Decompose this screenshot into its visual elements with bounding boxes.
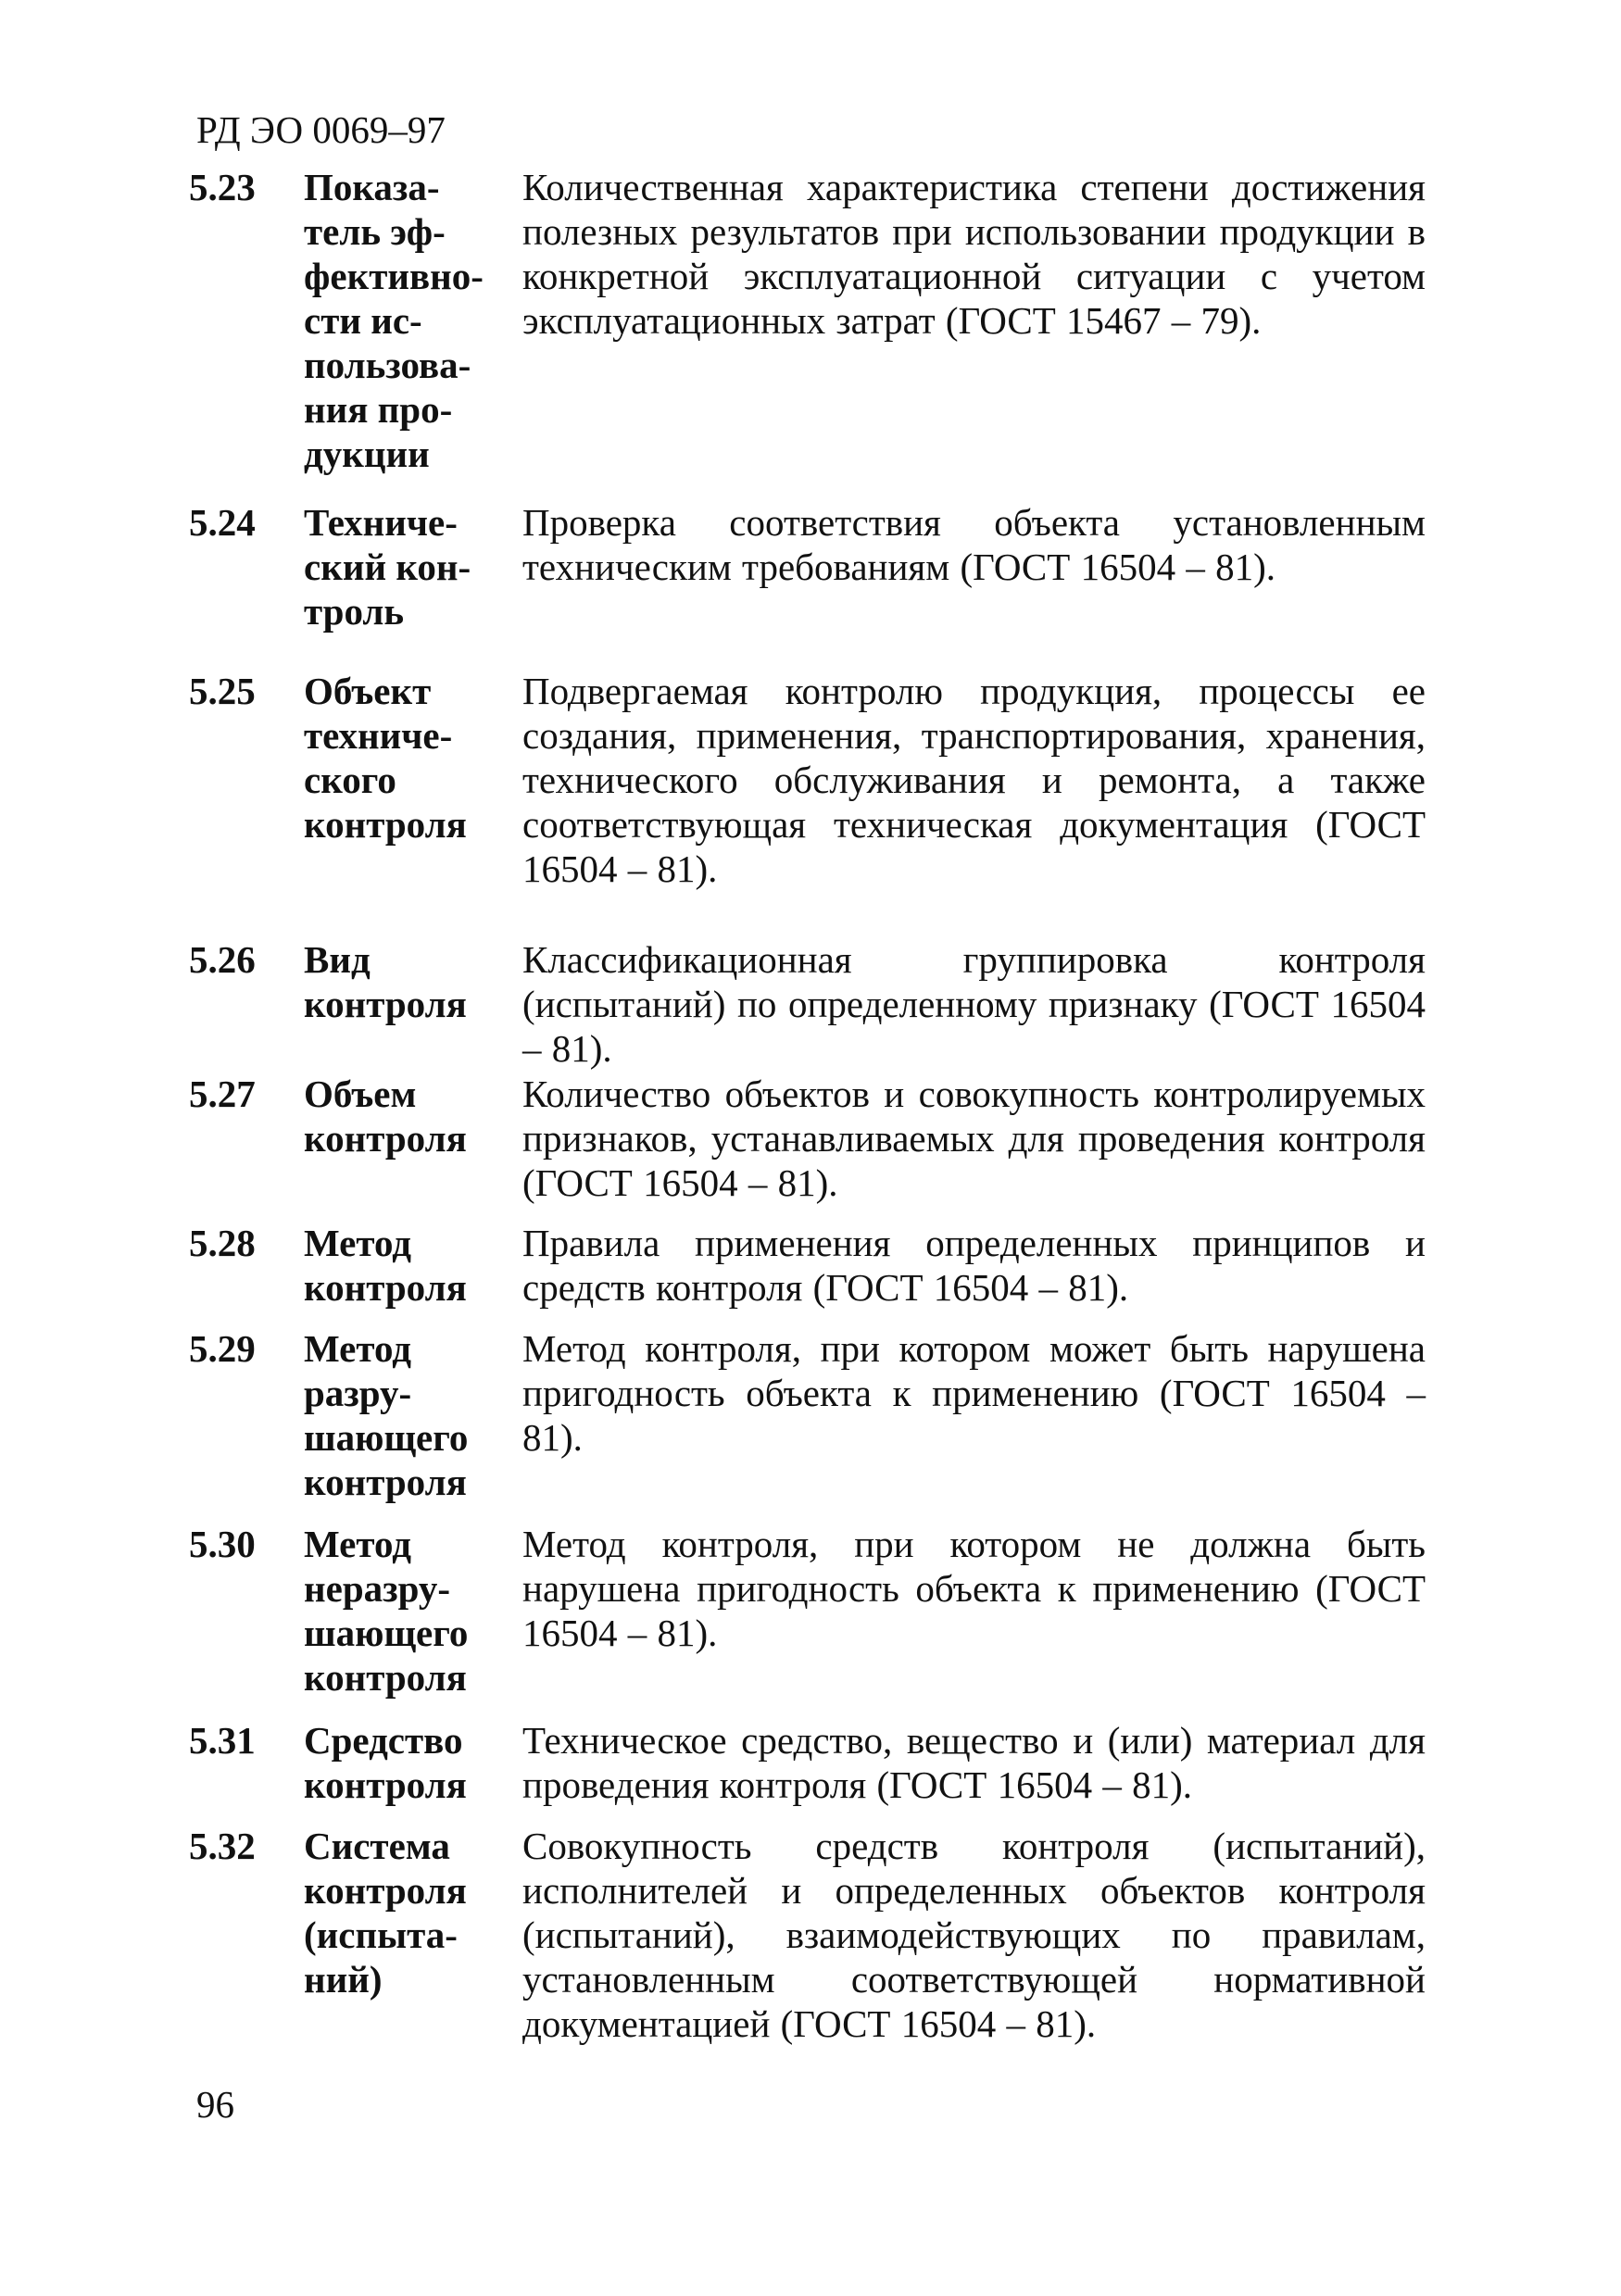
entry-definition: Количественная характеристика степени достижения полезных результатов при использовании продукции в конкретной эксплуатационной ситуации с учетом эксплуатационных затрат (ГОСТ 15467 – 79). <box>522 166 1426 342</box>
entry-number: 5.31 <box>189 1719 256 1762</box>
entry-term: Объем контроля <box>304 1073 467 1160</box>
entry-number: 5.24 <box>189 501 256 544</box>
entry-term: Метод неразру- шающего контроля <box>304 1523 469 1699</box>
entry-definition: Техническое средство, вещество и (или) материал для проведения контроля (ГОСТ 16504 – 81). <box>522 1719 1426 1806</box>
entry-number: 5.25 <box>189 670 256 712</box>
entry-definition: Совокупность средств контроля (испытаний), исполнителей и определенных объектов контроля (испытаний), взаимодействующих по правилам, установленным соответствующей нормативной документацией (ГОСТ 16504 – 81). <box>522 1825 1426 2045</box>
entry-number: 5.32 <box>189 1825 256 1867</box>
entry-definition: Классификационная группировка контроля (испытаний) по определенному признаку (ГОСТ 16504 – 81). <box>522 938 1426 1070</box>
document-code-header: РД ЭО 0069–97 <box>196 108 446 151</box>
entry-number: 5.27 <box>189 1073 256 1115</box>
entry-number: 5.23 <box>189 166 256 208</box>
entry-definition: Подвергаемая контролю продукция, процессы ее создания, применения, транспортирования, хранения, технического обслуживания и ремонта, а также соответствующая техническая документация (ГОСТ 16504 – 81). <box>522 670 1426 890</box>
entry-term: Вид контроля <box>304 938 467 1025</box>
entry-term: Объект техниче- ского контроля <box>304 670 467 846</box>
entry-term: Метод разру- шающего контроля <box>304 1327 469 1503</box>
entry-number: 5.30 <box>189 1523 256 1565</box>
entry-number: 5.29 <box>189 1327 256 1370</box>
entry-term: Показа- тель эф- фективно- сти ис- пользова- ния про- дукции <box>304 166 484 475</box>
entry-term: Средство контроля <box>304 1719 467 1806</box>
entry-definition: Метод контроля, при котором не должна быть нарушена пригодность объекта к применению (ГОСТ 16504 – 81). <box>522 1523 1426 1654</box>
entry-definition: Метод контроля, при котором может быть нарушена пригодность объекта к применению (ГОСТ 16504 – 81). <box>522 1327 1426 1459</box>
entry-definition: Правила применения определенных принципов и средств контроля (ГОСТ 16504 – 81). <box>522 1222 1426 1309</box>
entry-term: Метод контроля <box>304 1222 467 1309</box>
entry-term: Система контроля (испыта- ний) <box>304 1825 467 2001</box>
entry-term: Техниче- ский кон- троль <box>304 501 471 633</box>
entry-definition: Количество объектов и совокупность контролируемых признаков, устанавливаемых для проведения контроля (ГОСТ 16504 – 81). <box>522 1073 1426 1204</box>
entry-number: 5.28 <box>189 1222 256 1264</box>
page-number: 96 <box>196 2083 234 2126</box>
entry-number: 5.26 <box>189 938 256 981</box>
entry-definition: Проверка соответствия объекта установленным техническим требованиям (ГОСТ 16504 – 81). <box>522 501 1426 588</box>
